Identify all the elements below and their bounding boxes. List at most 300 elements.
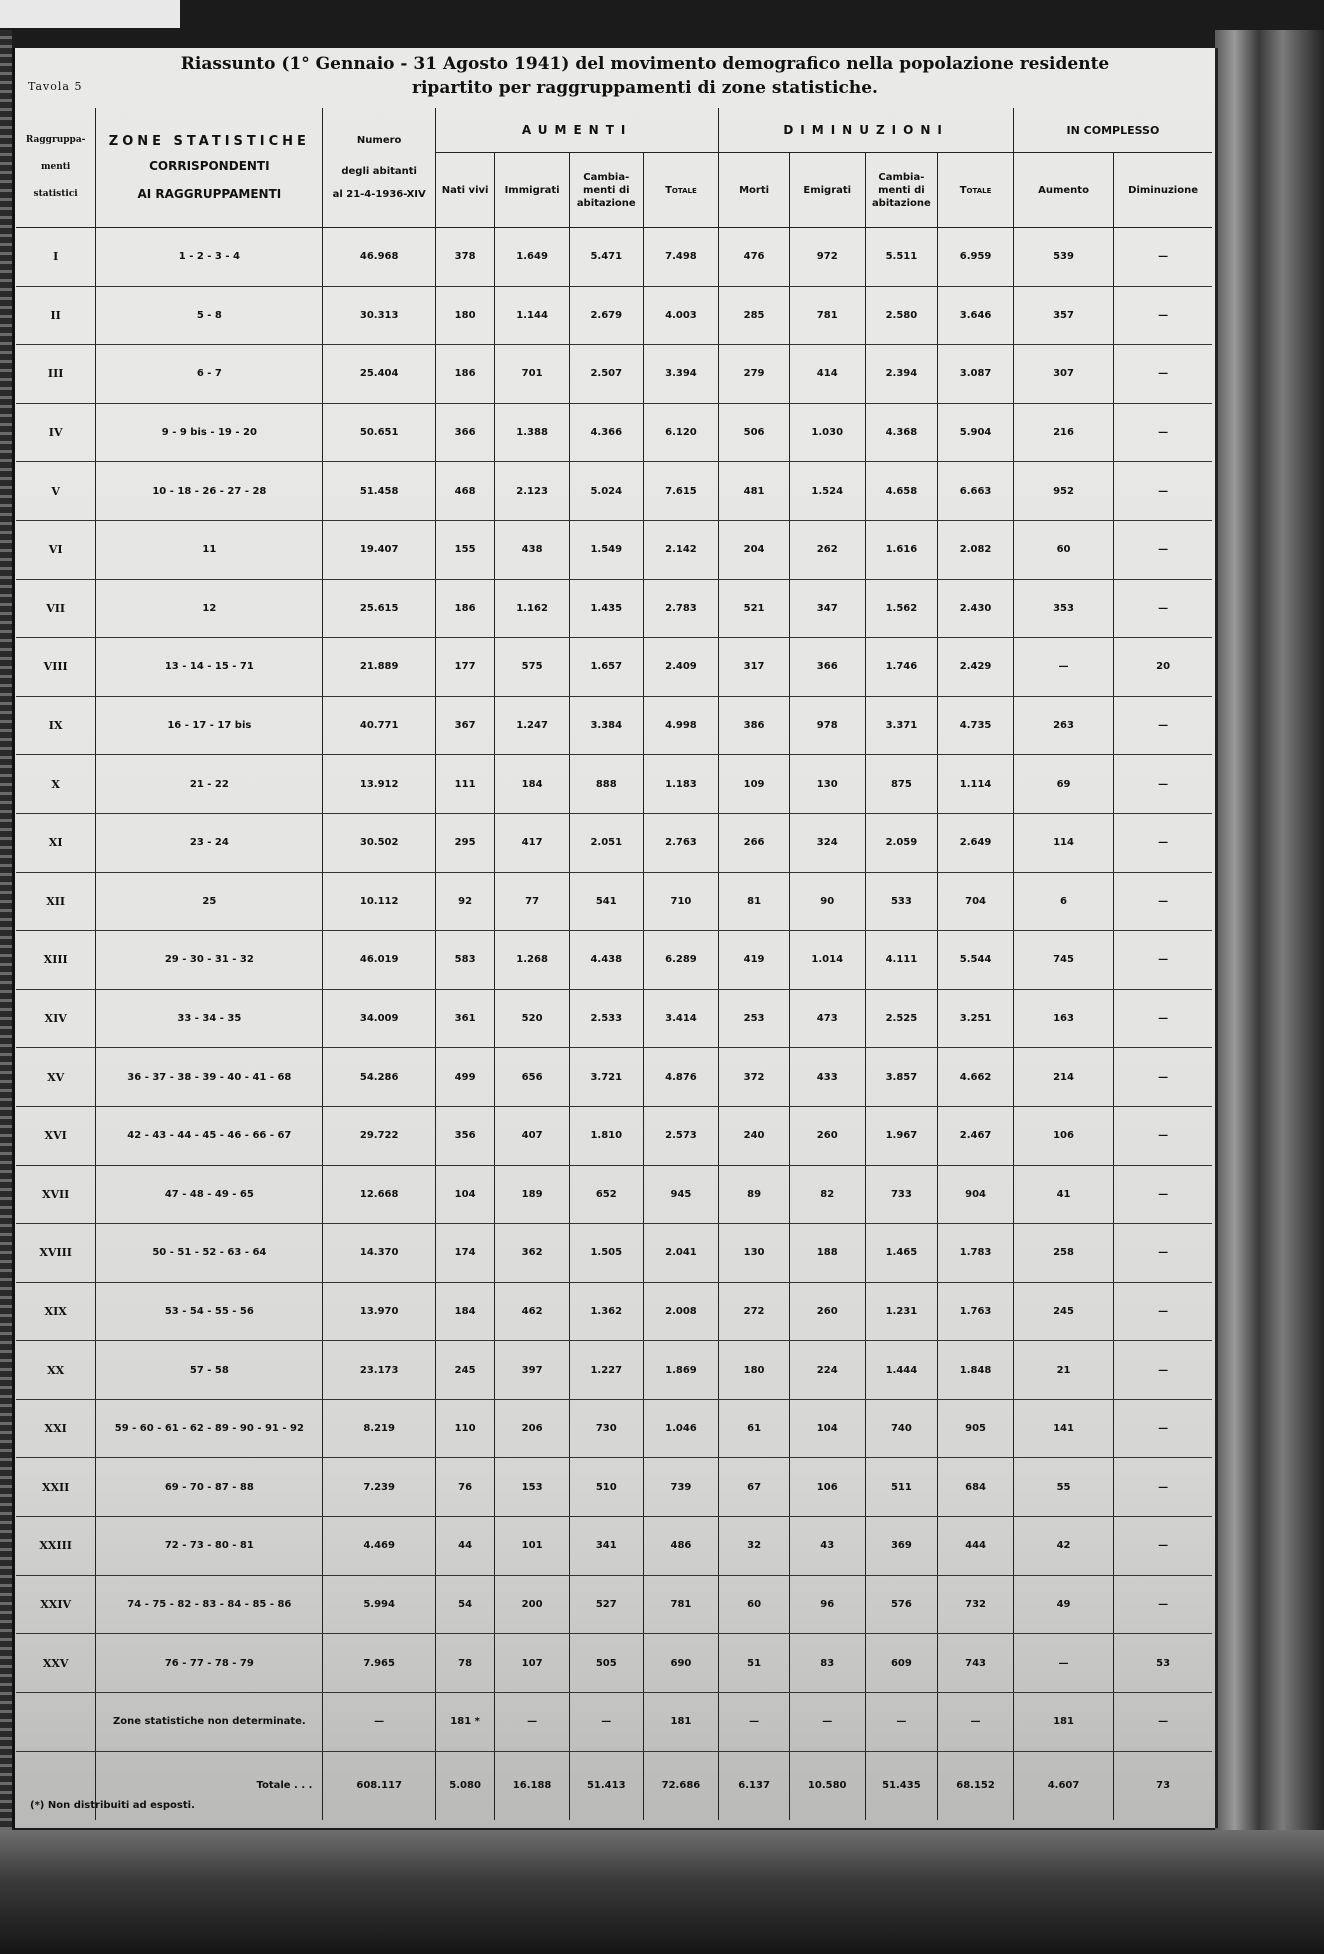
cell-cambiamenti-diminuzioni: 875 — [865, 755, 938, 814]
cell-morti: 240 — [719, 1106, 790, 1165]
cell-cambiamenti-aumenti: 2.051 — [569, 813, 643, 872]
cell-emigrati: 1.524 — [789, 462, 865, 521]
cell-nati-vivi: 184 — [435, 1282, 494, 1341]
cell-abitanti: 29.722 — [323, 1106, 436, 1165]
cell-cambiamenti-diminuzioni: 4.658 — [865, 462, 938, 521]
cell-diminuzione: — — [1114, 403, 1212, 462]
cell-totale-aumenti: 2.763 — [643, 813, 719, 872]
cell-cambiamenti-aumenti: 341 — [569, 1517, 643, 1576]
cell-zone: Zone statistiche non determinate. — [96, 1692, 323, 1751]
cell-nati-vivi: 92 — [435, 872, 494, 931]
cell-emigrati: 1.030 — [789, 403, 865, 462]
cell-totale-aumenti: 2.573 — [643, 1106, 719, 1165]
cell-emigrati: — — [789, 1692, 865, 1751]
cell-zone: 1 - 2 - 3 - 4 — [96, 228, 323, 287]
cell-abitanti: 10.112 — [323, 872, 436, 931]
cell-totale-aumenti: 6.120 — [643, 403, 719, 462]
table-row — [16, 403, 1212, 462]
cell-cambiamenti-diminuzioni: 1.562 — [865, 579, 938, 638]
cell-totale-aumenti: 2.142 — [643, 520, 719, 579]
footnote: (*) Non distribuiti ad esposti. — [30, 1800, 195, 1811]
cell-immigrati: 438 — [495, 520, 570, 579]
cell-zone: 69 - 70 - 87 - 88 — [96, 1458, 323, 1517]
cell-immigrati: 101 — [495, 1517, 570, 1576]
header-diminuzione: Diminuzione — [1114, 153, 1212, 228]
table-row — [16, 872, 1212, 931]
cell-cambiamenti-aumenti: 541 — [569, 872, 643, 931]
cell-zone: 47 - 48 - 49 - 65 — [96, 1165, 323, 1224]
cell-emigrati: 262 — [789, 520, 865, 579]
cell-totale-aumenti: 181 — [643, 1692, 719, 1751]
cell-cambiamenti-diminuzioni: 51.435 — [865, 1751, 938, 1820]
cell-abitanti: 25.404 — [323, 345, 436, 404]
cell-zone: 13 - 14 - 15 - 71 — [96, 638, 323, 697]
cell-raggruppamento: XII — [16, 872, 96, 931]
cell-raggruppamento: XX — [16, 1341, 96, 1400]
cell-totale-diminuzioni: 1.848 — [938, 1341, 1014, 1400]
table-row — [16, 638, 1212, 697]
cell-cambiamenti-aumenti: 510 — [569, 1458, 643, 1517]
table-number: Tavola 5 — [28, 80, 83, 93]
cell-totale-aumenti: 739 — [643, 1458, 719, 1517]
table-header — [16, 108, 1212, 228]
cell-cambiamenti-diminuzioni: 1.465 — [865, 1224, 938, 1283]
cell-aumento: 21 — [1013, 1341, 1113, 1400]
cell-abitanti: 46.019 — [323, 931, 436, 990]
cell-aumento: 106 — [1013, 1106, 1113, 1165]
cell-zone: 42 - 43 - 44 - 45 - 46 - 66 - 67 — [96, 1106, 323, 1165]
cell-immigrati: 77 — [495, 872, 570, 931]
cell-cambiamenti-aumenti: 2.507 — [569, 345, 643, 404]
cell-emigrati: 106 — [789, 1458, 865, 1517]
cell-totale-aumenti: 710 — [643, 872, 719, 931]
cell-totale-diminuzioni: 2.467 — [938, 1106, 1014, 1165]
cell-zone: 6 - 7 — [96, 345, 323, 404]
cell-morti: 521 — [719, 579, 790, 638]
cell-aumento: 141 — [1013, 1399, 1113, 1458]
cell-emigrati: 260 — [789, 1106, 865, 1165]
cell-totale-aumenti: 486 — [643, 1517, 719, 1576]
table-row — [16, 931, 1212, 990]
header-numero: Numero degli abitanti al 21-4-1936-XIV — [323, 108, 436, 228]
table-row — [16, 1517, 1212, 1576]
cell-cambiamenti-diminuzioni: 2.525 — [865, 989, 938, 1048]
cell-nati-vivi: 177 — [435, 638, 494, 697]
cell-emigrati: 1.014 — [789, 931, 865, 990]
cell-totale-diminuzioni: 5.904 — [938, 403, 1014, 462]
cell-nati-vivi: 180 — [435, 286, 494, 345]
cell-cambiamenti-diminuzioni: — — [865, 1692, 938, 1751]
cell-totale-diminuzioni: 6.663 — [938, 462, 1014, 521]
cell-aumento: — — [1013, 638, 1113, 697]
cell-cambiamenti-diminuzioni: 1.616 — [865, 520, 938, 579]
cell-immigrati: 107 — [495, 1634, 570, 1693]
cell-totale-diminuzioni: 2.649 — [938, 813, 1014, 872]
cell-aumento: 214 — [1013, 1048, 1113, 1107]
cell-cambiamenti-aumenti: 527 — [569, 1575, 643, 1634]
cell-zone: 50 - 51 - 52 - 63 - 64 — [96, 1224, 323, 1283]
cell-nati-vivi: 356 — [435, 1106, 494, 1165]
cell-emigrati: 473 — [789, 989, 865, 1048]
cell-immigrati: 2.123 — [495, 462, 570, 521]
cell-morti: 6.137 — [719, 1751, 790, 1820]
cell-nati-vivi: 378 — [435, 228, 494, 287]
cell-immigrati: 1.649 — [495, 228, 570, 287]
cell-cambiamenti-diminuzioni: 1.444 — [865, 1341, 938, 1400]
table-row-non-determinate — [16, 1692, 1212, 1751]
cell-immigrati: 701 — [495, 345, 570, 404]
cell-cambiamenti-aumenti: 51.413 — [569, 1751, 643, 1820]
cell-diminuzione: 53 — [1114, 1634, 1212, 1693]
cell-cambiamenti-aumenti: 4.366 — [569, 403, 643, 462]
cell-abitanti: 51.458 — [323, 462, 436, 521]
cell-diminuzione: — — [1114, 1517, 1212, 1576]
cell-diminuzione: — — [1114, 813, 1212, 872]
table-row — [16, 228, 1212, 287]
cell-totale-diminuzioni: 4.735 — [938, 696, 1014, 755]
cell-aumento: 216 — [1013, 403, 1113, 462]
cell-diminuzione: — — [1114, 228, 1212, 287]
cell-nati-vivi: 361 — [435, 989, 494, 1048]
header-immigrati: Immigrati — [495, 153, 570, 228]
cell-raggruppamento: XXI — [16, 1399, 96, 1458]
cell-emigrati: 433 — [789, 1048, 865, 1107]
cell-cambiamenti-aumenti: 652 — [569, 1165, 643, 1224]
cell-immigrati: 184 — [495, 755, 570, 814]
cell-morti: 506 — [719, 403, 790, 462]
cell-immigrati: 462 — [495, 1282, 570, 1341]
table-row — [16, 696, 1212, 755]
cell-cambiamenti-diminuzioni: 5.511 — [865, 228, 938, 287]
cell-aumento: 55 — [1013, 1458, 1113, 1517]
cell-diminuzione: — — [1114, 1224, 1212, 1283]
cell-zone: 25 — [96, 872, 323, 931]
cell-totale-diminuzioni: 68.152 — [938, 1751, 1014, 1820]
cell-raggruppamento: XXV — [16, 1634, 96, 1693]
cell-abitanti: 30.313 — [323, 286, 436, 345]
cell-morti: 61 — [719, 1399, 790, 1458]
cell-aumento: 258 — [1013, 1224, 1113, 1283]
cell-totale-aumenti: 2.008 — [643, 1282, 719, 1341]
cell-cambiamenti-aumenti: 730 — [569, 1399, 643, 1458]
cell-nati-vivi: 111 — [435, 755, 494, 814]
title-line-1: Riassunto (1° Gennaio - 31 Agosto 1941) del movimento demografico nella popolazione residente — [180, 54, 1110, 74]
cell-morti: 266 — [719, 813, 790, 872]
cell-totale-aumenti: 690 — [643, 1634, 719, 1693]
header-cambiamenti-aumenti: Cambia- menti di abitazione — [569, 153, 643, 228]
cell-totale-aumenti: 3.394 — [643, 345, 719, 404]
cell-nati-vivi: 155 — [435, 520, 494, 579]
cell-cambiamenti-aumenti: 1.227 — [569, 1341, 643, 1400]
cell-diminuzione: — — [1114, 1399, 1212, 1458]
cell-emigrati: 260 — [789, 1282, 865, 1341]
cell-aumento: 307 — [1013, 345, 1113, 404]
cell-totale-aumenti: 3.414 — [643, 989, 719, 1048]
cell-cambiamenti-diminuzioni: 609 — [865, 1634, 938, 1693]
cell-abitanti: 30.502 — [323, 813, 436, 872]
table-row — [16, 989, 1212, 1048]
cell-raggruppamento: III — [16, 345, 96, 404]
header-cambiamenti-diminuzioni: Cambia- menti di abitazione — [865, 153, 938, 228]
cell-morti: 272 — [719, 1282, 790, 1341]
cell-cambiamenti-aumenti: 3.384 — [569, 696, 643, 755]
header-emigrati: Emigrati — [789, 153, 865, 228]
table-row — [16, 755, 1212, 814]
cell-immigrati: 1.144 — [495, 286, 570, 345]
cell-totale-diminuzioni: 4.662 — [938, 1048, 1014, 1107]
title-line-2: ripartito per raggruppamenti di zone statistiche. — [412, 78, 878, 98]
cell-cambiamenti-diminuzioni: 740 — [865, 1399, 938, 1458]
cell-aumento: 69 — [1013, 755, 1113, 814]
cell-cambiamenti-aumenti: 888 — [569, 755, 643, 814]
cell-immigrati: 206 — [495, 1399, 570, 1458]
header-complesso: IN COMPLESSO — [1013, 108, 1212, 153]
header-raggruppamenti: Raggruppa- menti statistici — [16, 108, 96, 228]
cell-zone: 33 - 34 - 35 — [96, 989, 323, 1048]
cell-emigrati: 10.580 — [789, 1751, 865, 1820]
cell-zone: 16 - 17 - 17 bis — [96, 696, 323, 755]
cell-cambiamenti-aumenti: 1.362 — [569, 1282, 643, 1341]
cell-zone: 59 - 60 - 61 - 62 - 89 - 90 - 91 - 92 — [96, 1399, 323, 1458]
cell-cambiamenti-aumenti: 1.549 — [569, 520, 643, 579]
cell-abitanti: 50.651 — [323, 403, 436, 462]
cell-raggruppamento: XIV — [16, 989, 96, 1048]
cell-totale-diminuzioni: 3.087 — [938, 345, 1014, 404]
header-aumento: Aumento — [1013, 153, 1113, 228]
cell-zone: 53 - 54 - 55 - 56 — [96, 1282, 323, 1341]
header-morti: Morti — [719, 153, 790, 228]
cell-totale-aumenti: 4.876 — [643, 1048, 719, 1107]
cell-nati-vivi: 367 — [435, 696, 494, 755]
cell-diminuzione: — — [1114, 1048, 1212, 1107]
cell-immigrati: 1.247 — [495, 696, 570, 755]
cell-raggruppamento: XVII — [16, 1165, 96, 1224]
cell-totale-aumenti: 4.003 — [643, 286, 719, 345]
cell-diminuzione: 20 — [1114, 638, 1212, 697]
cell-morti: 180 — [719, 1341, 790, 1400]
cell-morti: 372 — [719, 1048, 790, 1107]
cell-zone: 76 - 77 - 78 - 79 — [96, 1634, 323, 1693]
cell-diminuzione: — — [1114, 755, 1212, 814]
cell-morti: 481 — [719, 462, 790, 521]
cell-emigrati: 366 — [789, 638, 865, 697]
cell-totale-diminuzioni: 732 — [938, 1575, 1014, 1634]
scan-corner-patch — [0, 0, 180, 28]
cell-cambiamenti-diminuzioni: 2.059 — [865, 813, 938, 872]
cell-aumento: 181 — [1013, 1692, 1113, 1751]
cell-zone: Totale . . . — [96, 1751, 323, 1820]
header-aumenti: AUMENTI — [435, 108, 718, 153]
cell-diminuzione: — — [1114, 696, 1212, 755]
cell-cambiamenti-diminuzioni: 2.580 — [865, 286, 938, 345]
table-body — [16, 228, 1212, 1820]
cell-morti: 51 — [719, 1634, 790, 1693]
cell-raggruppamento: I — [16, 228, 96, 287]
header-zone: ZONE STATISTICHE CORRISPONDENTI AI RAGGRUPPAMENTI — [96, 108, 323, 228]
cell-raggruppamento: XV — [16, 1048, 96, 1107]
cell-totale-aumenti: 781 — [643, 1575, 719, 1634]
cell-diminuzione: — — [1114, 286, 1212, 345]
cell-cambiamenti-aumenti: 1.505 — [569, 1224, 643, 1283]
cell-nati-vivi: 110 — [435, 1399, 494, 1458]
cell-morti: 253 — [719, 989, 790, 1048]
cell-cambiamenti-diminuzioni: 733 — [865, 1165, 938, 1224]
cell-immigrati: 1.162 — [495, 579, 570, 638]
cell-abitanti: 8.219 — [323, 1399, 436, 1458]
cell-diminuzione: — — [1114, 931, 1212, 990]
cell-immigrati: 16.188 — [495, 1751, 570, 1820]
table-row — [16, 1341, 1212, 1400]
cell-emigrati: 781 — [789, 286, 865, 345]
cell-morti: 67 — [719, 1458, 790, 1517]
cell-abitanti: 13.970 — [323, 1282, 436, 1341]
cell-diminuzione: — — [1114, 1282, 1212, 1341]
cell-immigrati: 200 — [495, 1575, 570, 1634]
header-nati-vivi: Nati vivi — [435, 153, 494, 228]
cell-diminuzione: — — [1114, 872, 1212, 931]
cell-nati-vivi: 174 — [435, 1224, 494, 1283]
cell-totale-diminuzioni: 904 — [938, 1165, 1014, 1224]
cell-aumento: 952 — [1013, 462, 1113, 521]
cell-cambiamenti-aumenti: 5.471 — [569, 228, 643, 287]
cell-morti: 317 — [719, 638, 790, 697]
cell-nati-vivi: 245 — [435, 1341, 494, 1400]
scan-right-edge — [1215, 30, 1324, 1870]
cell-cambiamenti-aumenti: 1.435 — [569, 579, 643, 638]
cell-zone: 12 — [96, 579, 323, 638]
cell-abitanti: 19.407 — [323, 520, 436, 579]
cell-cambiamenti-aumenti: 3.721 — [569, 1048, 643, 1107]
cell-immigrati: 189 — [495, 1165, 570, 1224]
cell-raggruppamento: XXIII — [16, 1517, 96, 1576]
cell-zone: 5 - 8 — [96, 286, 323, 345]
cell-abitanti: — — [323, 1692, 436, 1751]
cell-zone: 9 - 9 bis - 19 - 20 — [96, 403, 323, 462]
cell-diminuzione: — — [1114, 520, 1212, 579]
cell-abitanti: 34.009 — [323, 989, 436, 1048]
cell-cambiamenti-diminuzioni: 4.111 — [865, 931, 938, 990]
cell-totale-aumenti: 72.686 — [643, 1751, 719, 1820]
cell-zone: 10 - 18 - 26 - 27 - 28 — [96, 462, 323, 521]
cell-aumento: 539 — [1013, 228, 1113, 287]
header-totale-aumenti: Totale — [643, 153, 719, 228]
cell-totale-diminuzioni: 704 — [938, 872, 1014, 931]
cell-totale-diminuzioni: 684 — [938, 1458, 1014, 1517]
cell-abitanti: 4.469 — [323, 1517, 436, 1576]
cell-aumento: 6 — [1013, 872, 1113, 931]
demographic-table — [16, 108, 1212, 1820]
cell-raggruppamento: XIX — [16, 1282, 96, 1341]
cell-raggruppamento — [16, 1692, 96, 1751]
cell-totale-diminuzioni: 6.959 — [938, 228, 1014, 287]
cell-morti: 32 — [719, 1517, 790, 1576]
table-row — [16, 1634, 1212, 1693]
cell-totale-diminuzioni: — — [938, 1692, 1014, 1751]
cell-raggruppamento: VII — [16, 579, 96, 638]
table-row — [16, 1165, 1212, 1224]
cell-cambiamenti-diminuzioni: 1.967 — [865, 1106, 938, 1165]
cell-totale-diminuzioni: 743 — [938, 1634, 1014, 1693]
cell-nati-vivi: 78 — [435, 1634, 494, 1693]
cell-cambiamenti-diminuzioni: 576 — [865, 1575, 938, 1634]
cell-cambiamenti-diminuzioni: 4.368 — [865, 403, 938, 462]
header-diminuzioni: DIMINUZIONI — [719, 108, 1014, 153]
cell-emigrati: 188 — [789, 1224, 865, 1283]
cell-emigrati: 972 — [789, 228, 865, 287]
cell-immigrati: 417 — [495, 813, 570, 872]
cell-aumento: 353 — [1013, 579, 1113, 638]
cell-nati-vivi: 186 — [435, 579, 494, 638]
document-title — [120, 52, 1170, 100]
cell-diminuzione: 73 — [1156, 1780, 1171, 1792]
cell-cambiamenti-aumenti: 2.533 — [569, 989, 643, 1048]
cell-diminuzione: — — [1114, 1165, 1212, 1224]
cell-immigrati: 397 — [495, 1341, 570, 1400]
cell-raggruppamento: IX — [16, 696, 96, 755]
cell-emigrati: 324 — [789, 813, 865, 872]
cell-abitanti: 23.173 — [323, 1341, 436, 1400]
cell-diminuzione: — — [1114, 1575, 1212, 1634]
cell-cambiamenti-diminuzioni: 1.746 — [865, 638, 938, 697]
cell-totale-aumenti: 7.615 — [643, 462, 719, 521]
cell-abitanti: 12.668 — [323, 1165, 436, 1224]
cell-zone: 23 - 24 — [96, 813, 323, 872]
cell-cambiamenti-diminuzioni: 3.371 — [865, 696, 938, 755]
cell-nati-vivi: 499 — [435, 1048, 494, 1107]
cell-morti: 89 — [719, 1165, 790, 1224]
cell-morti: 279 — [719, 345, 790, 404]
cell-immigrati: 575 — [495, 638, 570, 697]
cell-cambiamenti-aumenti: 2.679 — [569, 286, 643, 345]
cell-aumento: 263 — [1013, 696, 1113, 755]
cell-nati-vivi: 104 — [435, 1165, 494, 1224]
scan-left-edge — [0, 30, 12, 1860]
cell-raggruppamento: XVIII — [16, 1224, 96, 1283]
table-row — [16, 1106, 1212, 1165]
header-totale-diminuzioni: Totale — [938, 153, 1014, 228]
cell-abitanti: 608.117 — [323, 1751, 436, 1820]
cell-totale-diminuzioni: 2.429 — [938, 638, 1014, 697]
cell-totale-diminuzioni: 444 — [938, 1517, 1014, 1576]
cell-cambiamenti-diminuzioni: 2.394 — [865, 345, 938, 404]
table-row — [16, 1224, 1212, 1283]
cell-abitanti: 13.912 — [323, 755, 436, 814]
cell-raggruppamento: VIII — [16, 638, 96, 697]
cell-morti: 476 — [719, 228, 790, 287]
cell-abitanti: 7.965 — [323, 1634, 436, 1693]
cell-nati-vivi: 186 — [435, 345, 494, 404]
cell-emigrati: 978 — [789, 696, 865, 755]
table-row — [16, 345, 1212, 404]
cell-raggruppamento: XIII — [16, 931, 96, 990]
cell-totale-aumenti: 1.869 — [643, 1341, 719, 1400]
cell-morti: 386 — [719, 696, 790, 755]
cell-nati-vivi: 468 — [435, 462, 494, 521]
cell-immigrati: 153 — [495, 1458, 570, 1517]
cell-nati-vivi: 366 — [435, 403, 494, 462]
cell-totale-diminuzioni: 3.251 — [938, 989, 1014, 1048]
table-row — [16, 1575, 1212, 1634]
cell-totale-diminuzioni: 1.783 — [938, 1224, 1014, 1283]
cell-totale-diminuzioni: 1.763 — [938, 1282, 1014, 1341]
cell-cambiamenti-diminuzioni: 369 — [865, 1517, 938, 1576]
cell-morti: — — [719, 1692, 790, 1751]
cell-nati-vivi: 583 — [435, 931, 494, 990]
cell-cambiamenti-aumenti: 5.024 — [569, 462, 643, 521]
cell-abitanti: 54.286 — [323, 1048, 436, 1107]
cell-immigrati: 1.388 — [495, 403, 570, 462]
table-row — [16, 579, 1212, 638]
